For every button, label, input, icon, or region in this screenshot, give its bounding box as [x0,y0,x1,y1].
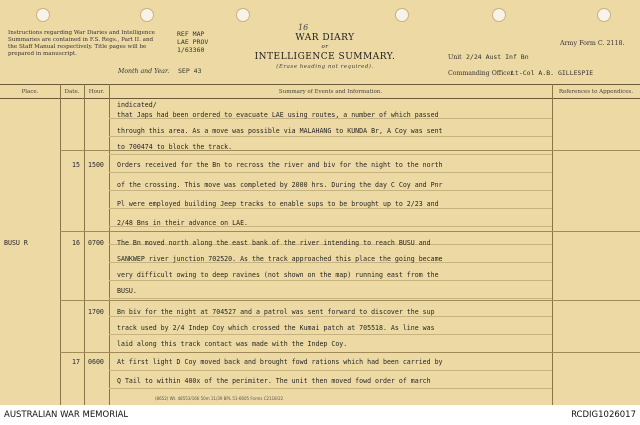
col-header-hour: Hour. [88,89,105,95]
unit-value: 2/24 Aust Inf Bn [466,53,529,61]
title-intelligence-summary: INTELLIGENCE SUMMARY. [254,52,396,62]
ruled-line [109,370,552,371]
title-war-diary: WAR DIARY [295,33,355,43]
summary-line: Orders received for the Bn to recross the river and biv for the night to the north [117,161,443,169]
ref-map-line: REF MAP [177,30,205,38]
ruled-line [109,298,552,299]
ruled-line [109,280,552,281]
entry-date: 17 [72,358,80,366]
officer-value: Lt-Col A.B. GILLESPIE [511,69,594,77]
entry-separator [60,300,640,301]
entry-separator [60,352,640,353]
inserted-word: indicated/ [117,101,157,109]
ruled-line [109,154,552,155]
officer-label: Commanding Officer [448,70,514,77]
column-divider [84,84,85,405]
archive-credit: AUSTRALIAN WAR MEMORIAL [4,410,129,420]
entry-date: 15 [72,161,80,169]
summary-line: track used by 2/4 Indep Coy which crossed the Kumai patch at 705518. As line was [117,324,435,332]
column-divider [552,84,553,405]
month-year-value: SEP 43 [178,67,202,75]
entry-date: 16 [72,239,80,247]
ruled-line [109,334,552,335]
binder-holes [0,8,640,22]
ruled-line [109,316,552,317]
summary-line: that Japs had been ordered to evacuate LAE using routes, a number of which passed [117,111,439,119]
ruled-line [109,190,552,191]
entry-separator [60,231,640,232]
entry-hour: 0600 [88,358,104,366]
summary-line: The Bn moved north along the east bank of the river intending to reach BUSU and [117,239,431,247]
col-header-date: Date. [64,89,80,95]
header-bottom-rule [0,98,640,99]
summary-line: of the crossing. This move was completed by 2000 hrs. During the day C Coy and Pnr [117,181,443,189]
binder-hole [492,8,506,22]
ruled-line [109,208,552,209]
summary-line: Bn biv for the night at 704527 and a patrol was sent forward to discover the sup [117,308,435,316]
summary-line: very difficult owing to deep ravines (not shown on the map) running east from the [117,271,439,279]
ref-map-line: LAE PROV [177,38,209,46]
col-header-references: References to Appendices. [558,89,634,95]
title-or: or [321,44,329,50]
col-header-summary: Summary of Events and Information. [278,89,383,95]
summary-line: through this area. As a move was possible via MALAHANG to KUNDA Br, A Coy was sent [117,127,443,135]
record-id: RCDIG1026017 [571,410,636,420]
title-note: (Erase heading not required). [276,64,374,70]
summary-line: 2/48 Bns in their advance on LAE. [117,219,249,227]
printer-imprint: (8652) Wt. 48553/166 50m 11/39 BPL 51-6605 Forms C2118/22 [155,396,284,401]
page-number: 16 [298,23,309,32]
binder-hole [140,8,154,22]
ruled-line [109,388,552,389]
summary-line: SANKWEP river junction 702520. As the track approached this place the going became [117,255,443,263]
instructions-text: Instructions regarding War Diaries and Intelligence Summaries are contained in F.S. Regs., Part II. and the Staff Manual respectively. Title pages will be prepared in manuscript. [8,30,155,57]
entry-hour: 0700 [88,239,104,247]
army-form: Army Form C. 2118. [560,40,625,47]
summary-line: Pl were employed building Jeep tracks to enable sups to be brought up to 2/23 and [117,200,439,208]
ruled-line [109,136,552,137]
ruled-line [109,172,552,173]
entry-hour: 1700 [88,308,104,316]
summary-line: BUSU. [117,287,137,295]
binder-hole [36,8,50,22]
binder-hole [395,8,409,22]
binder-hole [236,8,250,22]
summary-line: to 700474 to block the track. [117,143,233,151]
summary-line: Q Tail to within 400x of the perimiter. The unit then moved fowd order of march [117,377,431,385]
table-top-rule [0,84,640,85]
binder-hole [597,8,611,22]
summary-line: At first light D Coy moved back and brought fowd rations which had been carried by [117,358,443,366]
column-divider [60,84,61,405]
unit-label: Unit [448,54,462,61]
ref-map-line: 1/63360 [177,46,205,54]
summary-line: laid along this track contact was made with the Indep Coy. [117,340,348,348]
month-year-label: Month and Year. [118,68,170,75]
entry-place: BUSU R [4,239,28,247]
entry-hour: 1500 [88,161,104,169]
col-header-place: Place. [21,89,39,95]
